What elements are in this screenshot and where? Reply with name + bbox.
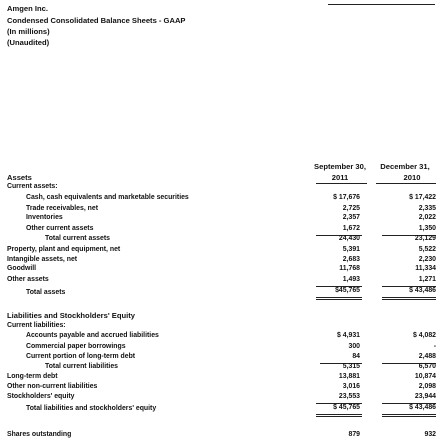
- asset-2011-inventories: 2,357: [342, 214, 360, 221]
- asset-2011-other-current: 1,672: [342, 225, 360, 232]
- liab-2011-long-term-debt: 13,881: [338, 373, 360, 380]
- liab-2011-other-noncurrent: 3,016: [342, 383, 360, 390]
- liab-label-equity: Stockholders' equity: [7, 393, 75, 400]
- top-rule: [328, 4, 435, 5]
- liab-2011-payables: $ 4,931: [337, 332, 360, 339]
- liab-2011-total-current: 5,315: [342, 363, 360, 370]
- liab-2011-equity: 23,553: [338, 393, 360, 400]
- col2-date: December 31,: [380, 162, 430, 171]
- asset-2010-receivables: 2,335: [418, 205, 436, 212]
- asset-2010-other-assets: 1,271: [418, 276, 436, 283]
- liab-2010-long-term-debt: 10,874: [414, 373, 436, 380]
- liab-2010-payables: $ 4,082: [413, 332, 436, 339]
- shares-2010: 932: [424, 431, 436, 438]
- asset-label-receivables: Trade receivables, net: [26, 205, 99, 212]
- asset-label-intangibles: Intangible assets, net: [7, 256, 78, 263]
- asset-2010-cash: $ 17,422: [409, 194, 436, 201]
- liab-label-long-term-debt: Long-term debt: [7, 373, 58, 380]
- asset-2010-inventories: 2,022: [418, 214, 436, 221]
- liab-2010-current-debt: 2,488: [418, 353, 436, 360]
- asset-2010-total: $ 43,486: [409, 287, 436, 294]
- statement-title: Condensed Consolidated Balance Sheets - GAAP: [7, 16, 186, 25]
- liab-label-payables: Accounts payable and accrued liabilities: [26, 332, 159, 339]
- col2-year: 2010: [403, 173, 421, 182]
- liab-2010-equity: 23,944: [414, 393, 436, 400]
- liab-2011-total: $ 45,765: [333, 404, 360, 411]
- total-assets-double-rule-2011: [316, 297, 362, 300]
- total-assets-double-rule-2010: [382, 297, 436, 300]
- liab-2011-current-debt: 84: [352, 353, 360, 360]
- company-name: Amgen Inc.: [7, 4, 48, 13]
- asset-2011-cash: $ 17,676: [333, 194, 360, 201]
- asset-2010-total-current: 23,129: [414, 235, 436, 242]
- asset-2011-other-assets: 1,493: [342, 276, 360, 283]
- liab-2010-commercial-paper: -: [433, 343, 436, 350]
- liab-2011-commercial-paper: 300: [348, 343, 360, 350]
- assets-heading: Assets: [7, 173, 32, 182]
- asset-2011-receivables: 2,725: [342, 205, 360, 212]
- asset-label-total: Total assets: [26, 289, 66, 296]
- asset-2010-ppe: 5,522: [418, 246, 436, 253]
- col1-date: September 30,: [314, 162, 366, 171]
- asset-label-other-current: Other current assets: [26, 225, 94, 232]
- units-note: (In millions): [7, 27, 50, 36]
- col1-header-rule: [316, 183, 367, 184]
- total-liab-double-rule-2011: [316, 414, 362, 417]
- asset-2011-total: $45,765: [335, 287, 360, 294]
- liab-2010-total-current: 6,570: [418, 363, 436, 370]
- liab-label-total: Total liabilities and stockholders' equity: [26, 405, 157, 412]
- total-liab-double-rule-2010: [382, 414, 436, 417]
- asset-2011-total-current: 24,430: [338, 235, 360, 242]
- liabilities-heading: Liabilities and Stockholders' Equity: [7, 311, 135, 320]
- liab-label-commercial-paper: Commercial paper borrowings: [26, 343, 126, 350]
- asset-2010-intangibles: 2,230: [418, 256, 436, 263]
- col2-header-rule: [376, 183, 436, 184]
- asset-label-cash: Cash, cash equivalents and marketable securities: [26, 194, 189, 201]
- asset-2010-goodwill: 11,334: [415, 265, 436, 272]
- asset-2011-ppe: 5,391: [342, 246, 360, 253]
- liab-label-other-noncurrent: Other non-current liabilities: [7, 383, 98, 390]
- asset-2011-goodwill: 11,768: [339, 265, 360, 272]
- shares-label: Shares outstanding: [7, 431, 72, 438]
- current-liabilities-heading: Current liabilities:: [7, 322, 66, 329]
- liab-2010-total: $ 43,486: [409, 404, 436, 411]
- shares-2011: 879: [348, 431, 360, 438]
- current-assets-heading: Current assets:: [7, 183, 58, 190]
- audit-note: (Unaudited): [7, 38, 50, 47]
- asset-2010-other-current: 1,350: [418, 225, 436, 232]
- asset-label-goodwill: Goodwill: [7, 265, 37, 272]
- liab-label-total-current: Total current liabilities: [45, 363, 119, 370]
- asset-label-total-current: Total current assets: [45, 235, 110, 242]
- liab-label-current-debt: Current portion of long-term debt: [26, 353, 136, 360]
- col1-year: 2011: [331, 173, 349, 182]
- liab-2010-other-noncurrent: 2,098: [418, 383, 436, 390]
- asset-label-inventories: Inventories: [26, 214, 63, 221]
- asset-label-other-assets: Other assets: [7, 276, 49, 283]
- asset-label-ppe: Property, plant and equipment, net: [7, 246, 121, 253]
- asset-2011-intangibles: 2,683: [342, 256, 360, 263]
